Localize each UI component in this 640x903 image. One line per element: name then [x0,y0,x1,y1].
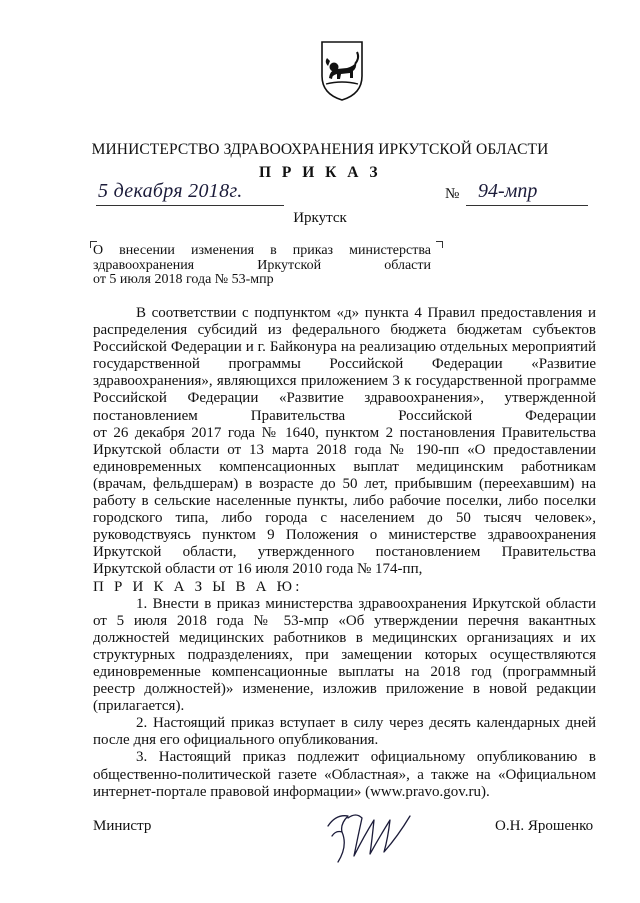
body-line: государственной программы Российской Федерации «Развитие [93,356,596,373]
item-line: после дня его официального опубликования. [93,732,379,749]
body-line: городского типа, либо города с населением до 50 тысяч человек», [93,510,596,527]
body-line: Иркутской области от 16 июля 2010 года № 174-пп, [93,561,423,578]
item-line: общественно-политической газете «Областная», а также на «Официальном [93,766,596,783]
body-line: руководствуясь пунктом 9 Положения о министерстве здравоохранения [93,527,596,544]
item-line: интернет-портале правовой информации» (www.pravo.gov.ru). [93,783,490,800]
item-line: 2. Настоящий приказ вступает в силу через десять календарных дней [136,715,596,732]
body-line: Иркутской области от 13 марта 2018 года № 190-пп «О предоставлении [93,441,596,458]
number-sign: № [445,186,460,202]
item-line: единовременные компенсационные выплаты на 2018 год (программный [93,663,596,680]
body-line: постановлением Правительства Российской Федерации [93,407,596,424]
body-line: работу в сельские населенные пункты, либо рабочие поселки, либо поселки [93,493,596,510]
item-line: должностей медицинских работников в медицинских организациях и их [93,629,596,646]
handwritten-date: 5 декабря 2018г. [98,180,243,202]
date-underline [96,205,284,206]
subject-line: здравоохранения Иркутской области [93,257,431,273]
ministry-name: МИНИСТЕРСТВО ЗДРАВООХРАНЕНИЯ ИРКУТСКОЙ ОБЛАСТИ [91,141,549,158]
body-line: единовременных компенсационных выплат медицинским работникам [93,458,596,475]
signature-icon [318,806,414,868]
item-line: 1. Внести в приказ министерства здравоохранения Иркутской области [136,595,596,612]
body-line: Российской Федерации «Развитие здравоохранения», утвержденной [93,390,596,407]
city-name: Иркутск [293,210,347,226]
body-line: здравоохранения», являющихся приложением 3 к государственной программе [93,373,596,390]
number-underline [466,205,588,206]
document-body [93,305,596,801]
order-word: П Р И К А З Ы В А Ю: [93,578,303,595]
subject-block [93,244,431,288]
body-line: Иркутской области, утвержденного постановлением Правительства [93,544,596,561]
item-line: 3. Настоящий приказ подлежит официальному опубликованию в [136,749,596,766]
body-line: (врачам, фельдшерам) в возрасте до 50 лет, прибывшим (переехавшим) на [93,475,596,492]
document-type-title: П Р И К А З [258,164,382,181]
body-line: Российской Федерации и г. Байконура на реализацию отдельных мероприятий [93,339,596,356]
signer-title: Министр [93,818,152,834]
signer-name: О.Н. Ярошенко [495,818,594,834]
coat-of-arms-icon [320,40,364,102]
subject-corner-right [436,241,443,248]
body-line: распределения субсидий из федерального бюджета бюджетам субъектов [93,322,596,339]
body-line: В соответствии с подпунктом «д» пункта 4 Правил предоставления и [136,305,596,321]
item-line: от 5 июля 2018 года № 53-мпр «Об утверждении перечня вакантных [93,612,596,629]
item-line: реестр должностей)» изменение, изложив приложение в новой редакции [93,681,596,698]
item-line: (прилагается). [93,698,185,715]
handwritten-number: 94-мпр [478,180,538,202]
item-line: структурных подразделениях, при замещении которых осуществляются [93,646,596,663]
subject-line: О внесении изменения в приказ министерства [93,243,431,258]
body-line: от 26 декабря 2017 года № 1640, пунктом 2 постановления Правительства [93,424,596,441]
subject-line: от 5 июля 2018 года № 53-мпр [93,272,274,287]
